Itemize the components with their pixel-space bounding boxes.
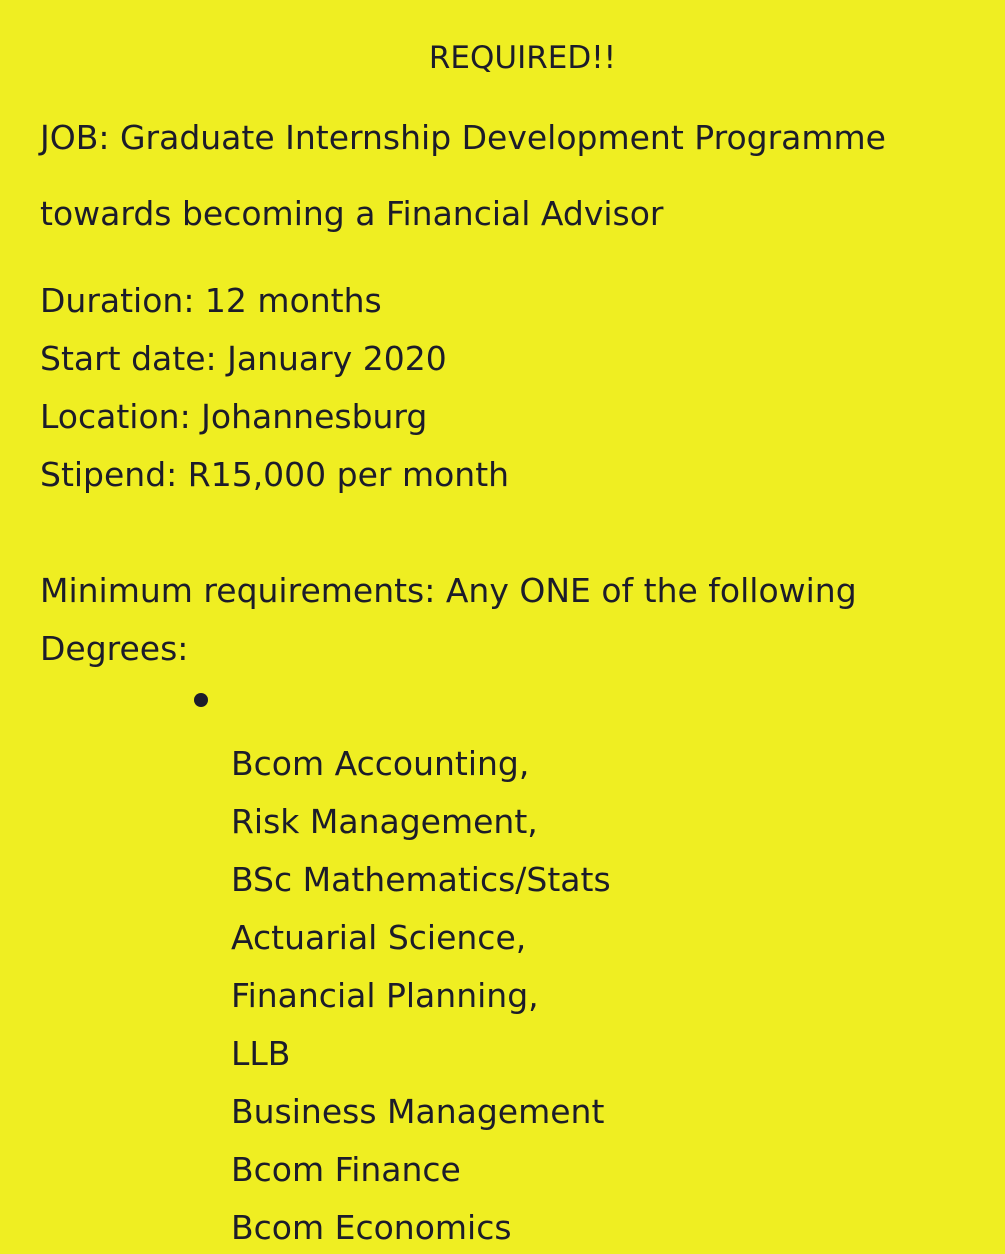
degree-list (231, 735, 611, 1254)
bullet-icon (194, 693, 208, 707)
start-date-text: Start date: January 2020 (40, 339, 447, 378)
degree-item: Actuarial Science, (231, 918, 527, 957)
requirements-text (40, 562, 857, 678)
requirements-line-1: Minimum requirements: Any ONE of the following (40, 571, 857, 610)
degree-item: Bcom Economics (231, 1208, 512, 1247)
stipend-text: Stipend: R15,000 per month (40, 455, 510, 494)
degree-item: LLB (231, 1034, 291, 1073)
location-text: Location: Johannesburg (40, 397, 428, 436)
degree-item: Risk Management, (231, 802, 538, 841)
page-title: REQUIRED!! (428, 40, 617, 76)
degree-item: Financial Planning, (231, 976, 539, 1015)
degree-item: Bcom Finance (231, 1150, 461, 1189)
degree-item: BSc Mathematics/Stats (231, 860, 611, 899)
job-title-line-2: towards becoming a Financial Advisor (40, 194, 664, 233)
job-title-line-1: JOB: Graduate Internship Development Programme (40, 118, 886, 157)
requirements-line-2: Degrees: (40, 629, 189, 668)
degree-item: Bcom Accounting, (231, 744, 530, 783)
duration-text: Duration: 12 months (40, 281, 382, 320)
degree-item: Business Management (231, 1092, 605, 1131)
job-details (40, 272, 509, 504)
